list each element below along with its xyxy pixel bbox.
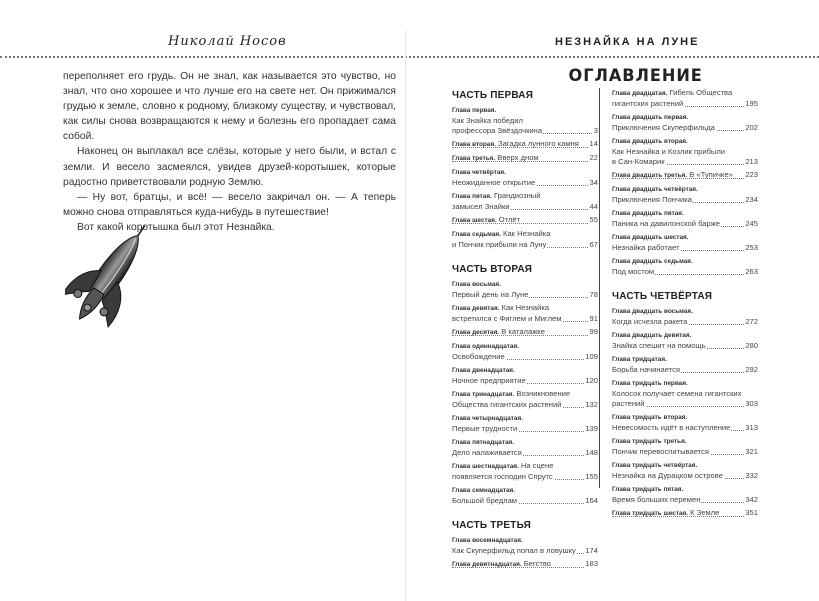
toc-page-number: 351 — [745, 508, 758, 517]
toc-chapter-label: Глава двадцать пятая. — [612, 210, 684, 217]
toc-chapter-label: Глава восемнадцатая. — [452, 537, 523, 544]
toc-page-number: 55 — [589, 215, 598, 224]
toc-chapter-label: Глава шестая. — [452, 217, 497, 224]
toc-entry — [612, 412, 758, 433]
story-paragraph: Вот какой коротышка был этот Незнайка. — [77, 221, 275, 233]
toc-chapter-title: Как Знайка победил — [452, 116, 523, 125]
running-header-title: НЕЗНАЙКА НА ЛУНЕ — [555, 36, 700, 48]
toc-column-left — [452, 90, 598, 573]
toc-chapter-title: Первые трудности — [452, 424, 518, 433]
toc-chapter-title: Приключения Скуперфильда — [612, 123, 715, 132]
toc-entry — [612, 112, 758, 133]
toc-chapter-title: замысел Знайки — [452, 202, 510, 211]
toc-chapter-label: Глава десятая. — [452, 329, 500, 336]
toc-entry — [612, 460, 758, 481]
toc-chapter-title: Незнайка работает — [612, 243, 680, 252]
toc-chapter-label: Глава тридцать первая. — [612, 380, 688, 387]
toc-chapter-title: растений — [612, 399, 645, 408]
toc-page-number: 234 — [745, 195, 758, 204]
story-paragraph: — Ну вот, братцы, и всё! — весело закричал он. — А теперь можно снова отправляться куда-нибудь в путешествие! — [63, 191, 396, 218]
toc-chapter-label: Глава четырнадцатая. — [452, 415, 523, 422]
toc-page-number: 321 — [745, 447, 758, 456]
toc-page-number: 272 — [745, 317, 758, 326]
toc-chapter-label: Глава семнадцатая. — [452, 487, 516, 494]
toc-chapter-title: Как Незнайка и Козлик прибыли — [612, 147, 726, 156]
toc-entry — [612, 508, 758, 519]
toc-chapter-title: встретился с Фиглем и Миглем — [452, 314, 562, 323]
toc-leader-dots — [452, 223, 598, 224]
toc-column-right — [612, 88, 758, 522]
toc-chapter-label: Глава третья. — [452, 155, 496, 162]
page-spine — [405, 30, 406, 601]
toc-chapter-title: Вверх дном — [497, 153, 539, 162]
toc-chapter-label: Глава двадцать седьмая. — [612, 258, 693, 265]
toc-chapter-title: Грандиозный — [494, 191, 541, 200]
toc-chapter-title: Приключения Пончика — [612, 195, 692, 204]
toc-page-number: 67 — [589, 240, 598, 249]
toc-chapter-title: Пончик перевоспитывается — [612, 447, 709, 456]
toc-page-number: 332 — [745, 471, 758, 480]
toc-entry — [452, 215, 598, 226]
toc-entry — [612, 184, 758, 205]
toc-page-number: 132 — [585, 400, 598, 409]
toc-entry — [452, 167, 598, 188]
toc-chapter-label: Глава тридцать вторая. — [612, 414, 688, 421]
toc-page-number: 139 — [585, 424, 598, 433]
toc-chapter-title: В «Тупичке» — [689, 170, 733, 179]
toc-entry — [612, 330, 758, 351]
toc-entry — [452, 153, 598, 164]
toc-entry — [612, 354, 758, 375]
toc-leader-dots — [452, 335, 598, 336]
story-paragraph: переполняет его грудь. Он не знал, как называется это чувство, но знал, что оно хорошее и что лучше его на свете нет. Он прижимался грудью к земле, словно к родному, близкому существу, и чувствовал, как силы снова возвращаются к нему и болезнь его пропадает сама собой. — [63, 71, 396, 143]
toc-chapter-title: Большой бредлам — [452, 496, 518, 505]
toc-chapter-title: Когда исчезла ракета — [612, 317, 688, 326]
toc-chapter-label: Глава вторая. — [452, 141, 496, 148]
toc-chapter-label: Глава тринадцатая. — [452, 391, 515, 398]
toc-page-number: 313 — [745, 423, 758, 432]
toc-part-heading: ЧАСТЬ ВТОРАЯ — [452, 264, 533, 275]
toc-chapter-title: В каталажке — [501, 327, 545, 336]
toc-chapter-label: Глава девятая. — [452, 305, 500, 312]
toc-page-number: 280 — [745, 341, 758, 350]
toc-chapter-title: Под мостом — [612, 267, 655, 276]
toc-entry — [452, 413, 598, 434]
toc-chapter-title: Гибель Общества — [669, 88, 733, 97]
toc-chapter-title: в Сан-Комарик — [612, 157, 665, 166]
toc-entry — [452, 437, 598, 458]
toc-entry — [452, 191, 598, 212]
toc-entry — [612, 88, 758, 109]
toc-page-number: 120 — [585, 376, 598, 385]
story-text — [63, 69, 396, 235]
toc-page-number: 34 — [589, 178, 598, 187]
toc-chapter-title: и Пончик прибыли на Луну — [452, 240, 547, 249]
toc-page-number: 263 — [745, 267, 758, 276]
toc-chapter-title: Невесомость идёт в наступление — [612, 423, 731, 432]
toc-chapter-label: Глава тридцатая. — [612, 356, 667, 363]
toc-entry — [612, 170, 758, 181]
toc-page-number: 91 — [589, 314, 598, 323]
toc-entry — [452, 341, 598, 362]
toc-chapter-label: Глава тридцать шестая. — [612, 510, 689, 517]
toc-page-number: 253 — [745, 243, 758, 252]
toc-entry — [612, 208, 758, 229]
toc-chapter-title: Как Скуперфильд попал в ловушку — [452, 546, 576, 555]
toc-page-number: 3 — [593, 126, 598, 135]
toc-part-heading: ЧАСТЬ ПЕРВАЯ — [452, 90, 534, 101]
toc-title: ОГЛАВЛЕНИЕ — [568, 66, 703, 86]
toc-chapter-title: гигантских растений — [612, 99, 684, 108]
toc-entry — [452, 559, 598, 570]
toc-entry — [612, 484, 758, 505]
toc-entry — [452, 461, 598, 482]
toc-page-number: 292 — [745, 365, 758, 374]
dotted-rule — [0, 56, 819, 58]
toc-leader-dots — [612, 178, 758, 179]
toc-chapter-label: Глава девятнадцатая. — [452, 561, 522, 568]
toc-chapter-title: Время больших перемен — [612, 495, 701, 504]
toc-chapter-title: Ночное предприятие — [452, 376, 526, 385]
toc-chapter-title: Освобождение — [452, 352, 505, 361]
toc-chapter-title: Первый день на Луне — [452, 290, 529, 299]
toc-page-number: 183 — [585, 559, 598, 568]
toc-chapter-label: Глава тридцать третья. — [612, 438, 687, 445]
toc-chapter-title: Отлёт — [498, 215, 521, 224]
toc-chapter-title: профессора Звёздочкина — [452, 126, 543, 135]
toc-entry — [452, 485, 598, 506]
toc-page-number: 223 — [745, 170, 758, 179]
toc-page-number: 109 — [585, 352, 598, 361]
rocket-illustration — [65, 215, 157, 333]
toc-chapter-title: Возникновение — [516, 389, 571, 398]
toc-leader-dots — [452, 147, 598, 148]
toc-entry — [452, 535, 598, 556]
toc-leader-dots — [612, 516, 758, 517]
toc-chapter-title: Загадка лунного камня — [497, 139, 579, 148]
toc-chapter-title: Незнайка на Дурацком острове — [612, 471, 723, 480]
toc-entry — [452, 139, 598, 150]
story-paragraph: Наконец он выплакал все слёзы, которые у него были, и встал с земли. И весело засмеялся, увидев друзей-коротышек, которые радостно приветствовали родную Землю. — [63, 146, 396, 188]
toc-chapter-label: Глава двадцать первая. — [612, 114, 689, 121]
toc-page-number: 342 — [745, 495, 758, 504]
toc-entry — [612, 436, 758, 457]
toc-chapter-title: На сцене — [520, 461, 554, 470]
toc-entry — [452, 389, 598, 410]
toc-page-number: 155 — [585, 472, 598, 481]
toc-chapter-label: Глава седьмая. — [452, 231, 501, 238]
toc-entry — [612, 136, 758, 167]
toc-chapter-label: Глава двадцать вторая. — [612, 138, 688, 145]
toc-chapter-title: К Земле — [690, 508, 720, 517]
toc-chapter-title: Как Незнайка — [501, 303, 550, 312]
toc-chapter-title: Паника на давилонской барже — [612, 219, 721, 228]
toc-entry — [452, 279, 598, 300]
toc-page-number: 174 — [585, 546, 598, 555]
toc-page-number: 22 — [589, 153, 598, 162]
toc-entry — [452, 105, 598, 136]
toc-chapter-label: Глава одиннадцатая. — [452, 343, 519, 350]
toc-part-heading: ЧАСТЬ ЧЕТВЁРТАЯ — [612, 291, 713, 302]
toc-page-number: 303 — [745, 399, 758, 408]
toc-chapter-label: Глава двадцать четвёртая. — [612, 186, 698, 193]
toc-chapter-label: Глава двадцать девятая. — [612, 332, 692, 339]
running-header-author: Николай Носов — [168, 34, 287, 49]
toc-chapter-label: Глава двадцать шестая. — [612, 234, 689, 241]
toc-chapter-title: Общества гигантских растений — [452, 400, 562, 409]
toc-entry — [612, 256, 758, 277]
toc-page-number: 78 — [589, 290, 598, 299]
toc-page-number: 245 — [745, 219, 758, 228]
toc-chapter-label: Глава четвёртая. — [452, 169, 506, 176]
toc-chapter-label: Глава тридцать четвёртая. — [612, 462, 698, 469]
toc-page-number: 202 — [745, 123, 758, 132]
toc-chapter-title: Борьба начинается — [612, 365, 681, 374]
toc-page-number: 44 — [589, 202, 598, 211]
toc-chapter-title: Неожиданное открытие — [452, 178, 536, 187]
toc-chapter-title: появляется господин Спрутс — [452, 472, 553, 481]
toc-chapter-title: Бегство — [523, 559, 552, 568]
toc-chapter-label: Глава первая. — [452, 107, 497, 114]
toc-entry — [452, 365, 598, 386]
toc-chapter-title: Знайка спешит на помощь — [612, 341, 706, 350]
toc-entry — [452, 327, 598, 338]
toc-page-number: 14 — [589, 139, 598, 148]
toc-entry — [452, 229, 598, 250]
toc-entry — [612, 306, 758, 327]
toc-page-number: 213 — [745, 157, 758, 166]
toc-page-number: 99 — [589, 327, 598, 336]
toc-leader-dots — [452, 567, 598, 568]
toc-page-number: 164 — [585, 496, 598, 505]
toc-entry — [612, 378, 758, 409]
toc-page-number: 148 — [585, 448, 598, 457]
toc-entry — [452, 303, 598, 324]
toc-part-heading: ЧАСТЬ ТРЕТЬЯ — [452, 520, 531, 531]
toc-column-divider — [599, 88, 600, 488]
toc-chapter-label: Глава двенадцатая. — [452, 367, 515, 374]
toc-chapter-label: Глава пятнадцатая. — [452, 439, 515, 446]
toc-chapter-label: Глава двадцатая. — [612, 90, 668, 97]
toc-chapter-label: Глава двадцать восьмая. — [612, 308, 693, 315]
toc-chapter-title: Как Незнайка — [503, 229, 551, 238]
toc-chapter-title: Дело налаживается — [452, 448, 522, 457]
toc-page-number: 195 — [745, 99, 758, 108]
toc-chapter-label: Глава пятая. — [452, 193, 492, 200]
toc-leader-dots — [452, 161, 598, 162]
toc-chapter-title: Колосок получает семена гигантских — [612, 389, 742, 398]
toc-chapter-label: Глава тридцать пятая. — [612, 486, 684, 493]
toc-chapter-label: Глава восьмая. — [452, 281, 501, 288]
toc-chapter-label: Глава шестнадцатая. — [452, 463, 519, 470]
toc-chapter-label: Глава двадцать третья. — [612, 172, 688, 179]
toc-entry — [612, 232, 758, 253]
